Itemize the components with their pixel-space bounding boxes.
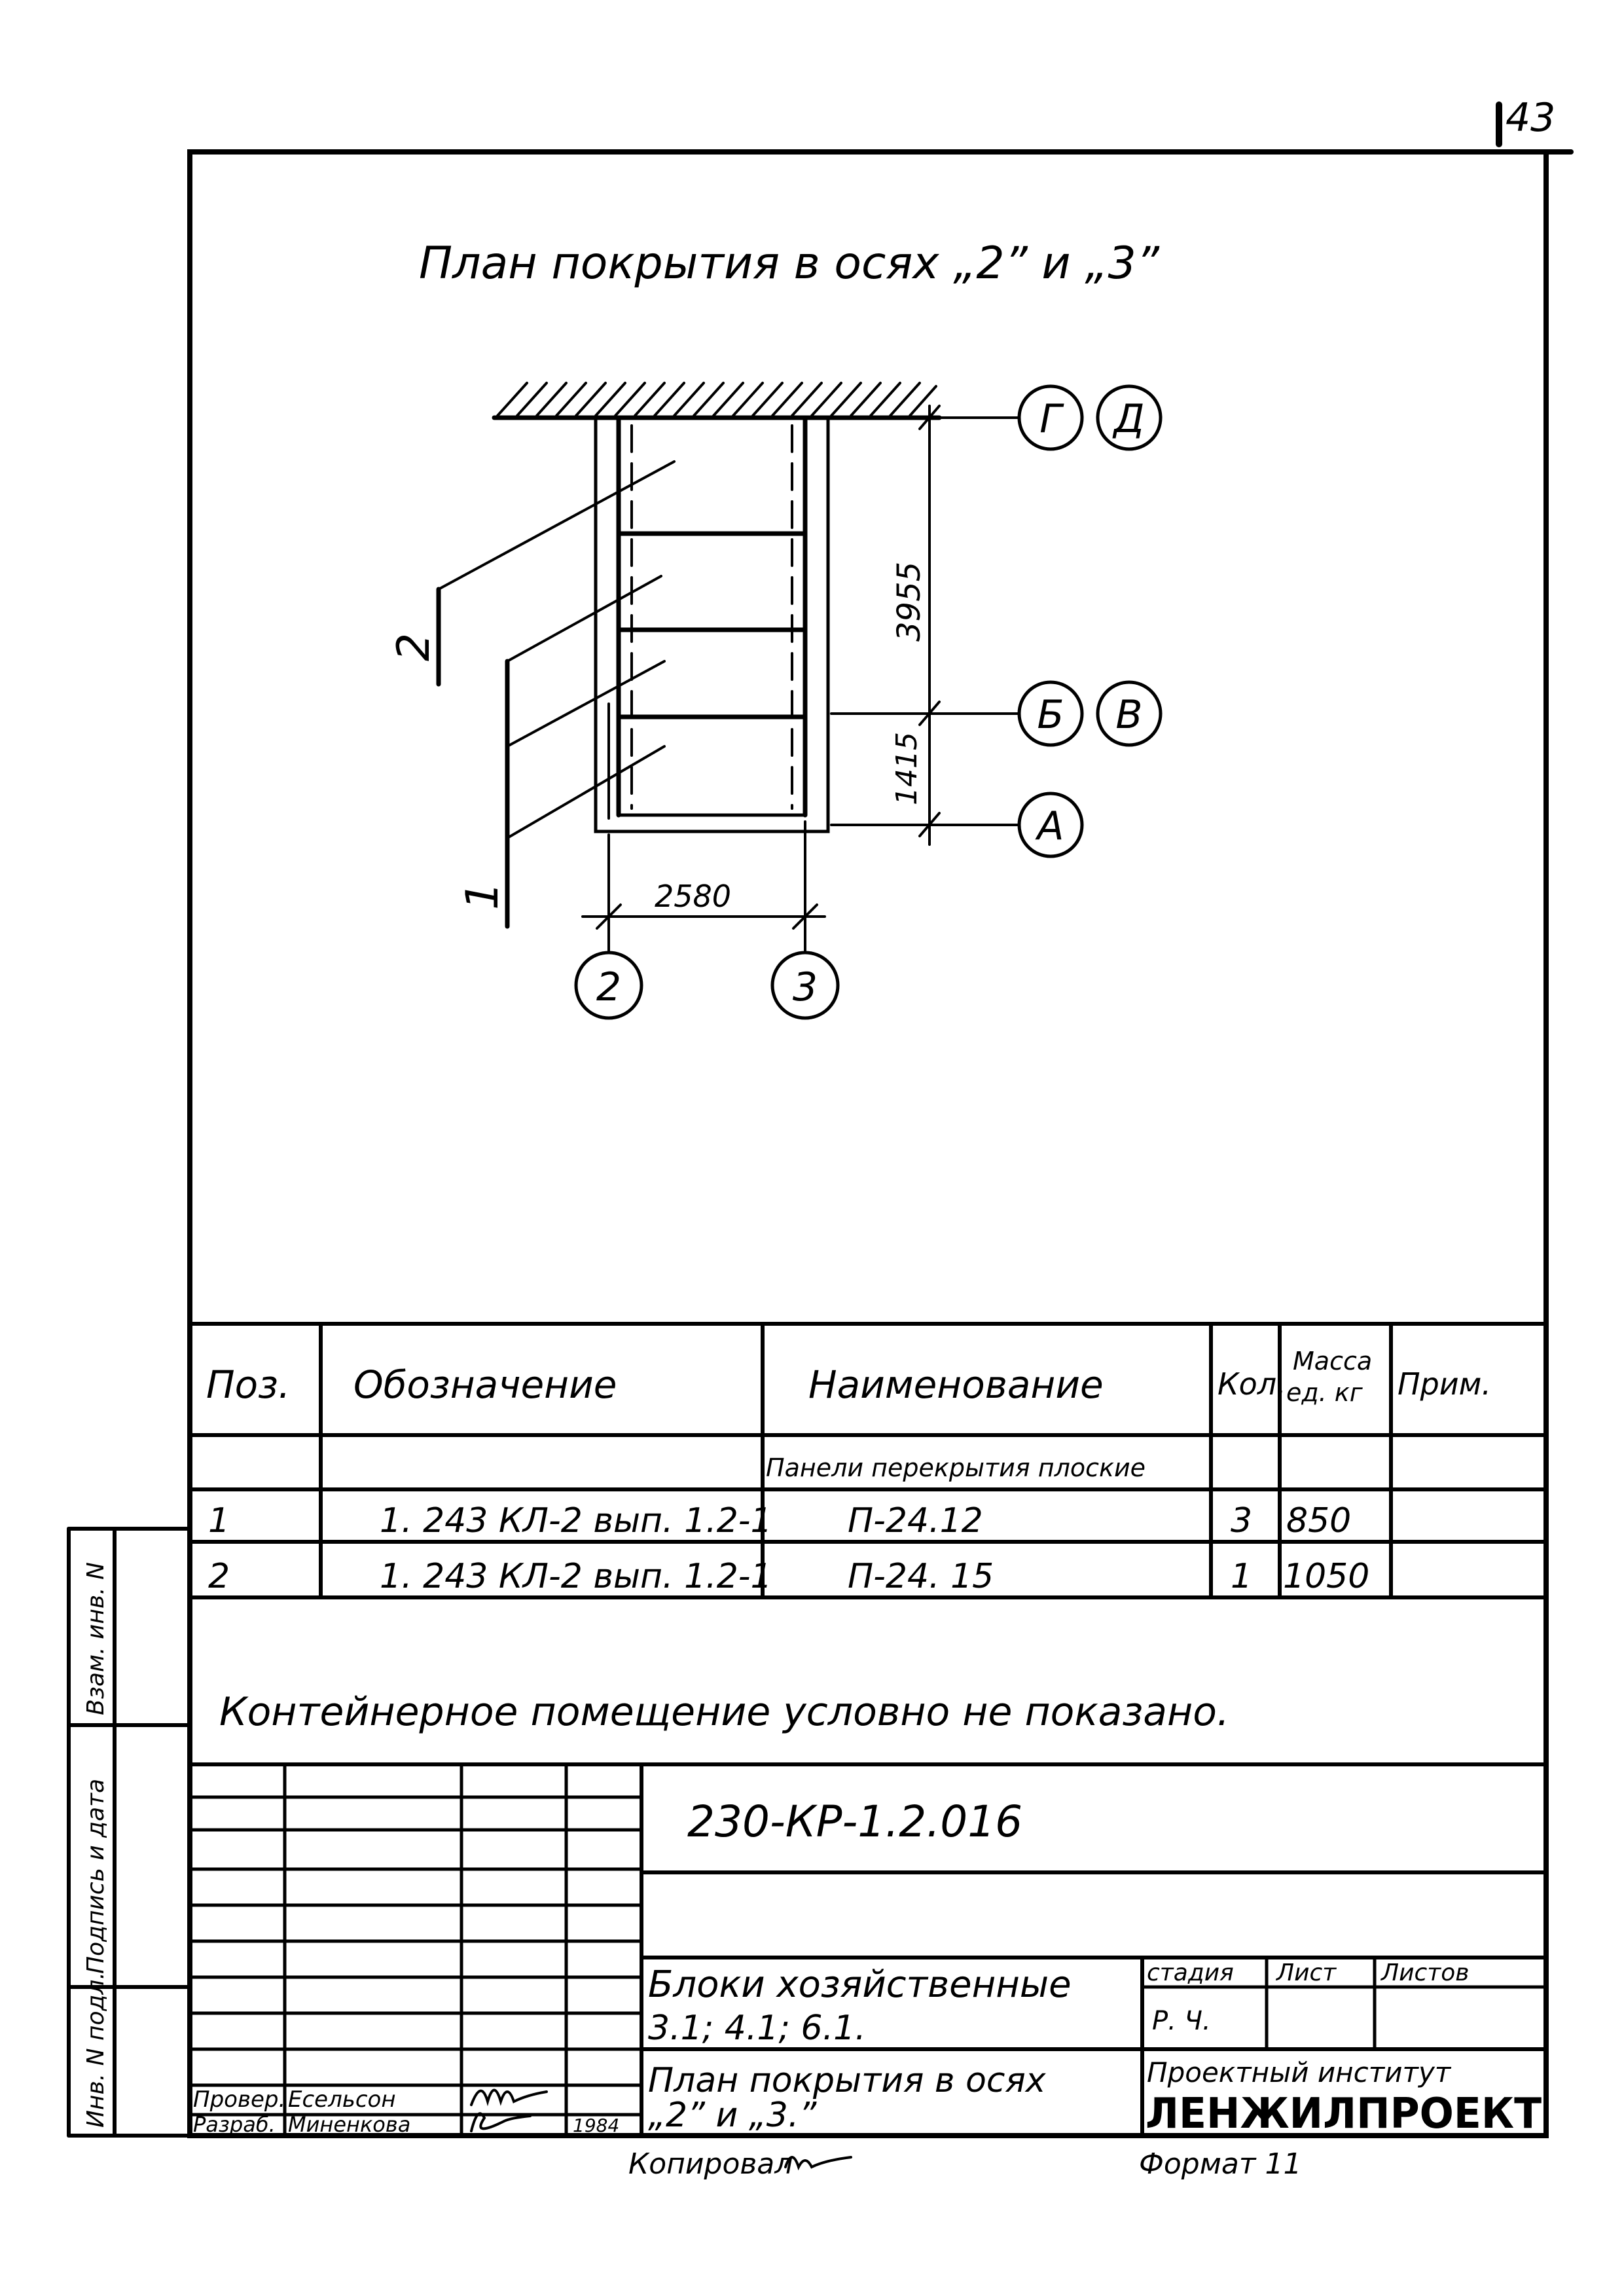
header-pos: Поз. xyxy=(206,1362,291,1407)
sheets-label: Листов xyxy=(1381,1959,1470,1986)
row2-qty: 1 xyxy=(1231,1557,1253,1596)
axis-label-a: А xyxy=(1037,803,1064,849)
side-field-1: Взам. инв. N xyxy=(82,1562,109,1715)
row1-qty: 3 xyxy=(1231,1501,1253,1540)
role-developed: Разраб. xyxy=(193,2112,276,2137)
header-name: Наименование xyxy=(808,1362,1104,1407)
side-field-2: Подпись и дата xyxy=(82,1778,109,1974)
axis-label-b: Б xyxy=(1037,692,1064,738)
leader-pos1-a xyxy=(507,576,661,661)
name-checked: Есельсон xyxy=(288,2086,396,2113)
row1-pos: 1 xyxy=(208,1501,230,1540)
side-field-3: Инв. N подл. xyxy=(82,1972,109,2128)
axis-label-g: Г xyxy=(1039,396,1062,442)
drawing-title: План покрытия в осях „2” и „3” xyxy=(419,238,1159,289)
format: Формат 11 xyxy=(1139,2147,1302,2181)
axis-label-d: Д xyxy=(1113,396,1145,442)
header-note: Прим. xyxy=(1398,1366,1492,1402)
sheet-number: 43 xyxy=(1506,95,1556,141)
institute-name: ЛЕНЖИЛПРОЕКТ xyxy=(1146,2090,1542,2138)
sheet-title-line-2: „2” и „3.” xyxy=(648,2096,817,2135)
axis-label-3: 3 xyxy=(792,964,818,1010)
row1-name: П-24.12 xyxy=(848,1501,983,1540)
row2-pos: 2 xyxy=(208,1557,230,1596)
signature-1 xyxy=(471,2090,547,2105)
stage-label: стадия xyxy=(1147,1959,1234,1986)
header-qty: Кол. xyxy=(1218,1366,1286,1402)
row2-mass: 1050 xyxy=(1283,1557,1370,1596)
sheet-title-line-1: План покрытия в осях xyxy=(648,2061,1046,2100)
wall-hatching xyxy=(497,383,936,416)
institute-label: Проектный институт xyxy=(1147,2056,1451,2088)
role-checked: Провер. xyxy=(193,2086,286,2113)
leader-pos2 xyxy=(439,462,674,589)
leader-pos1-b xyxy=(507,661,664,746)
copied-by-signature xyxy=(785,2157,851,2167)
header-mass-1: Масса xyxy=(1293,1347,1373,1376)
stage-value: Р. Ч. xyxy=(1152,2006,1211,2036)
axis-label-2: 2 xyxy=(596,964,622,1010)
dimension-lower: 1415 xyxy=(890,732,924,805)
dimension-horizontal: 2580 xyxy=(655,879,732,914)
year: 1984 xyxy=(573,2115,620,2136)
dimension-upper: 3955 xyxy=(891,561,928,642)
row1-designation: 1. 243 КЛ-2 вып. 1.2-1 xyxy=(380,1501,772,1540)
plan-drawing xyxy=(388,383,1161,1018)
group-label: Панели перекрытия плоские xyxy=(766,1453,1146,1482)
row2-designation: 1. 243 КЛ-2 вып. 1.2-1 xyxy=(380,1557,772,1596)
object-line-2: 3.1; 4.1; 6.1. xyxy=(648,2009,866,2048)
object-line-1: Блоки хозяйственные xyxy=(648,1963,1072,2006)
name-developed: Миненкова xyxy=(288,2112,411,2137)
header-designation: Обозначение xyxy=(353,1362,617,1407)
note-text: Контейнерное помещение условно не показано. xyxy=(219,1689,1230,1735)
axis-label-v: В xyxy=(1115,692,1143,738)
row1-mass: 850 xyxy=(1286,1501,1352,1540)
position-label-2: 2 xyxy=(388,632,440,661)
sheet-label: Лист xyxy=(1276,1959,1337,1986)
copied-by: Копировал xyxy=(628,2147,793,2181)
drawing-code: 230-КР-1.2.016 xyxy=(687,1796,1023,1847)
position-label-1: 1 xyxy=(457,881,509,910)
leader-pos1-c xyxy=(507,746,664,838)
row2-name: П-24. 15 xyxy=(848,1557,994,1596)
header-mass-2: ед. кг xyxy=(1286,1378,1363,1407)
